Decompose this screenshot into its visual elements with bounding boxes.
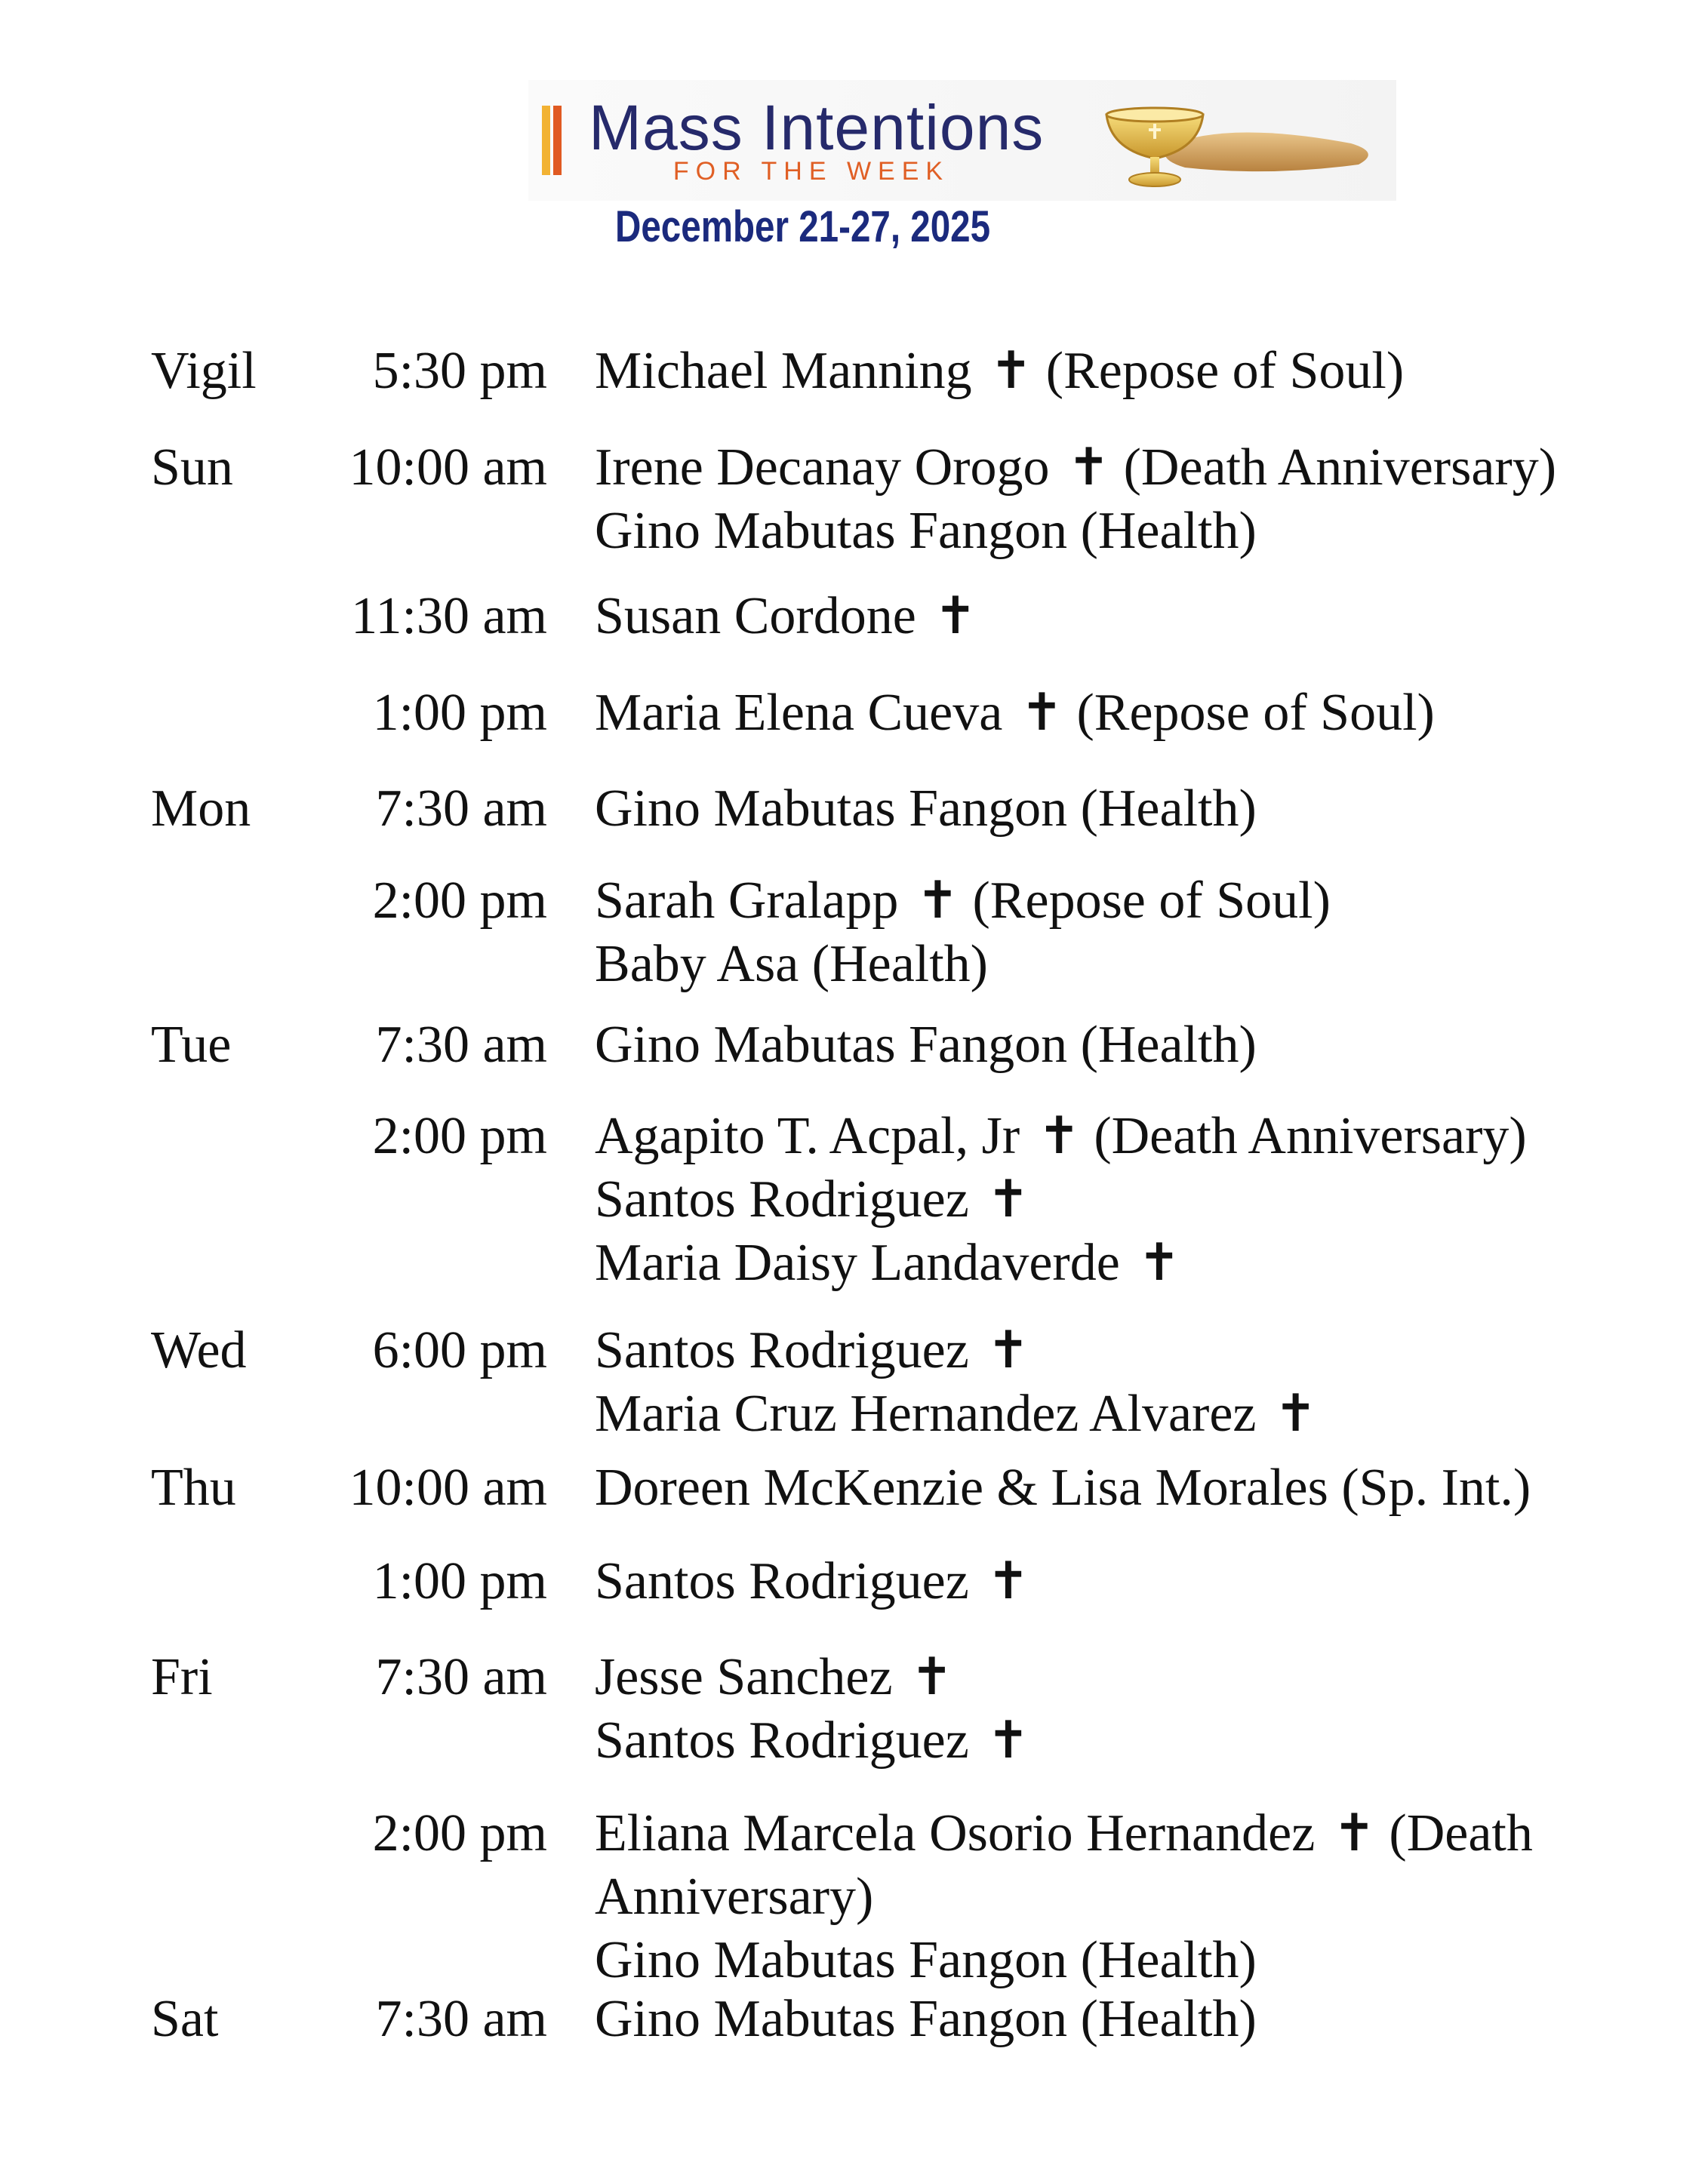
intention-line [595,1319,1317,1382]
cross-icon: ✝ [1256,1384,1318,1444]
mass-time: 11:30 am [351,587,547,645]
intention-list [595,1646,1029,1773]
intention-purpose: (Repose of Soul) [1076,684,1435,742]
intention-name: Baby Asa (Health) [595,935,988,993]
intention-name: Maria Cruz Hernandez Alvarez [595,1385,1257,1443]
intention-purpose: (Death Anniversary) [1094,1107,1527,1165]
intention-list [595,1550,1029,1613]
intention-line [595,1168,1527,1232]
intention-list [595,585,977,648]
intention-purpose: (Death Anniversary) [1123,438,1557,497]
intention-purpose: (Repose of Soul) [1045,342,1405,400]
mass-time: 5:30 pm [372,342,547,400]
intention-name: Doreen McKenzie & Lisa Morales (Sp. Int.) [595,1459,1531,1517]
intention-line [595,1456,1531,1520]
cross-icon: ✝ [1020,1106,1081,1166]
intention-line [595,1382,1317,1446]
intention-purpose: (Death [1389,1804,1533,1862]
intention-line [595,500,1556,563]
mass-time: 1:00 pm [372,684,547,742]
intention-name: Jesse Sanchez [595,1648,893,1706]
intention-line [595,436,1556,500]
intention-line [595,340,1404,403]
intention-line [595,1105,1527,1168]
intention-list [595,436,1556,563]
header-title: Mass Intentions [589,92,1045,163]
intention-name: Gino Mabutas Fangon (Health) [595,1990,1257,2048]
day-label: Tue [151,1016,232,1074]
intention-name: Gino Mabutas Fangon (Health) [595,1931,1257,1989]
intention-list [595,1013,1257,1077]
mass-time: 7:30 am [375,1016,547,1074]
week-date-range: December 21-27, 2025 [615,202,991,251]
intention-list [595,869,1331,996]
intention-name: Susan Cordone [595,587,916,645]
cross-icon: ✝ [968,1170,1030,1229]
intention-list [595,681,1435,745]
cross-icon: ✝ [1049,438,1111,497]
cross-icon: ✝ [898,871,959,930]
cross-icon: ✝ [968,1711,1030,1770]
intention-list [595,340,1404,403]
intention-line [595,1550,1029,1613]
day-label: Thu [151,1459,236,1517]
intention-name: Eliana Marcela Osorio Hernandez [595,1804,1316,1862]
intention-purpose: (Repose of Soul) [972,872,1331,930]
intention-name: Sarah Gralapp [595,872,899,930]
intention-name: Anniversary) [595,1868,874,1926]
cross-icon: ✝ [968,1321,1030,1380]
intention-list [595,777,1257,841]
intention-name: Gino Mabutas Fangon (Health) [595,502,1257,560]
day-label: Fri [151,1648,213,1706]
cross-icon: ✝ [916,586,977,646]
intention-line [595,1709,1029,1773]
mass-time: 7:30 am [375,780,547,838]
intention-list [595,1456,1531,1520]
mass-time: 2:00 pm [372,1107,547,1165]
cross-icon: ✝ [1315,1804,1376,1863]
mass-time: 7:30 am [375,1990,547,2048]
mass-time: 10:00 am [349,1459,547,1517]
intention-list [595,1802,1533,1992]
intention-line [595,1929,1533,1992]
mass-time: 10:00 am [349,438,547,497]
intention-line [595,585,977,648]
cross-icon: ✝ [892,1647,954,1707]
intention-name: Gino Mabutas Fangon (Health) [595,780,1257,838]
intention-line [595,1988,1257,2051]
day-label: Sat [151,1990,219,2048]
intention-line [595,1232,1527,1295]
mass-time: 7:30 am [375,1648,547,1706]
cross-icon: ✝ [968,1552,1030,1611]
header-subtitle: FOR THE WEEK [672,157,950,186]
mass-time: 2:00 pm [372,872,547,930]
intention-name: Gino Mabutas Fangon (Health) [595,1016,1257,1074]
intention-line [595,777,1257,841]
mass-time: 1:00 pm [372,1552,547,1610]
cross-icon: ✝ [1119,1233,1181,1293]
intention-line [595,1865,1533,1929]
day-label: Mon [151,780,251,838]
intention-line [595,681,1435,745]
intention-list [595,1988,1257,2051]
intention-name: Santos Rodriguez [595,1711,969,1770]
intention-line [595,869,1331,933]
intention-name: Irene Decanay Orogo [595,438,1050,497]
intention-name: Michael Manning [595,342,972,400]
intention-name: Santos Rodriguez [595,1170,969,1229]
intention-list [595,1319,1317,1446]
day-label: Vigil [151,342,257,400]
intention-line [595,1646,1029,1709]
day-label: Wed [151,1321,247,1379]
intention-list [595,1105,1527,1295]
intention-name: Maria Daisy Landaverde [595,1234,1120,1292]
mass-time: 6:00 pm [372,1321,547,1379]
intention-name: Santos Rodriguez [595,1321,969,1379]
intention-name: Santos Rodriguez [595,1552,969,1610]
mass-time: 2:00 pm [372,1804,547,1862]
cross-icon: ✝ [971,341,1033,401]
intention-line [595,933,1331,996]
day-label: Sun [151,438,233,497]
intention-line [595,1802,1533,1865]
cross-icon: ✝ [1002,683,1063,743]
intention-name: Maria Elena Cueva [595,684,1003,742]
intention-line [595,1013,1257,1077]
intention-name: Agapito T. Acpal, Jr [595,1107,1020,1165]
